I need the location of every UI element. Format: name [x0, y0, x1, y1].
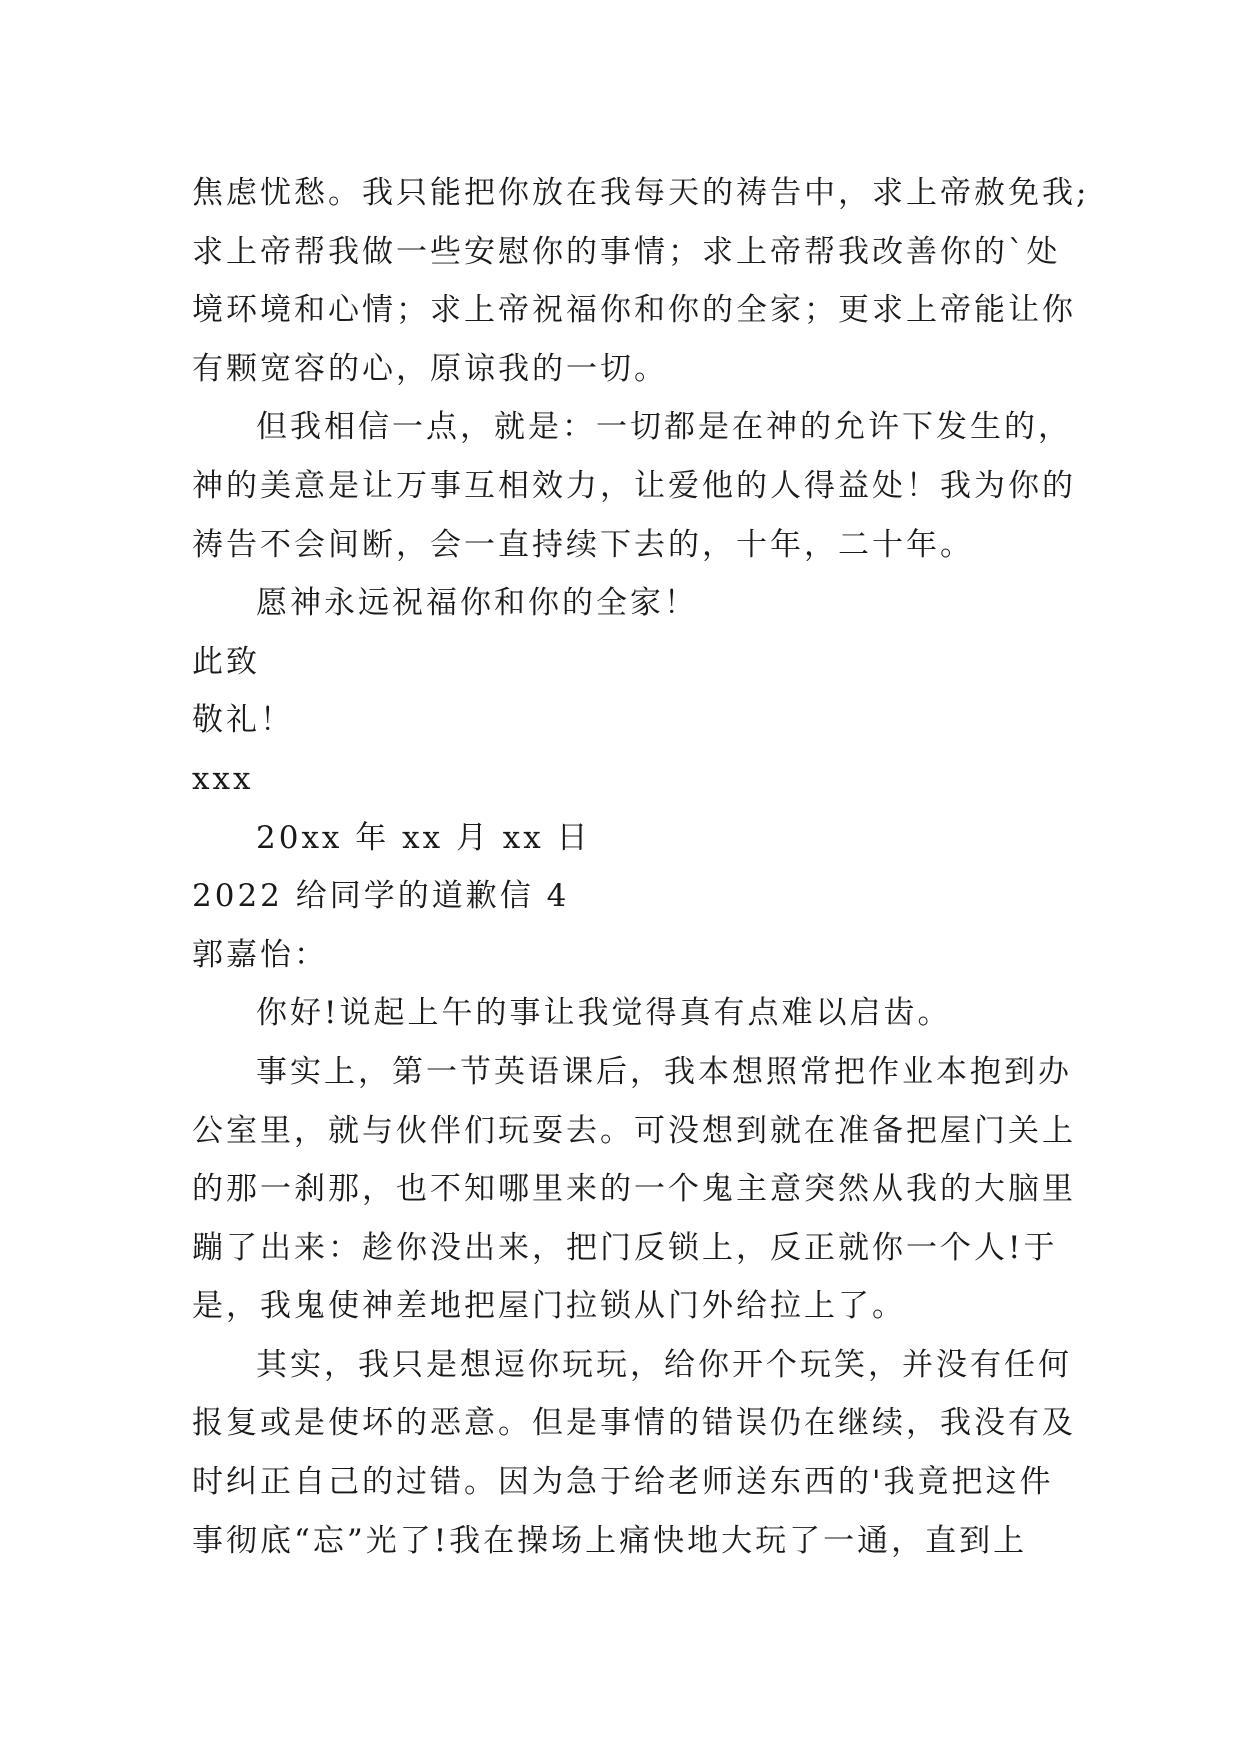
text-line: 报复或是使坏的恶意。但是事情的错误仍在继续，我没有及 — [192, 1405, 1076, 1442]
text-line: 但我相信一点，就是：一切都是在神的允许下发生的， — [256, 409, 1072, 446]
text-line: 其实，我只是想逗你玩玩，给你开个玩笑，并没有任何 — [256, 1346, 1072, 1383]
text-line: 公室里，就与伙伴们玩耍去。可没想到就在准备把屋门关上 — [192, 1112, 1076, 1149]
text-line: 焦虑忧愁。我只能把你放在我每天的祷告中，求上帝赦免我; — [192, 175, 1090, 211]
text-line: 有颗宽容的心，原谅我的一切。 — [192, 350, 668, 387]
text-line: 事彻底“忘”光了!我在操场上痛快地大玩了一通，直到上 — [192, 1522, 1028, 1559]
text-line: 的那一刹那，也不知哪里来的一个鬼主意突然从我的大脑里 — [192, 1171, 1076, 1208]
text-line: 求上帝帮我做一些安慰你的事情；求上帝帮我改善你的`处 — [192, 233, 1061, 270]
text-line: 你好!说起上午的事让我觉得真有点难以启齿。 — [256, 995, 952, 1032]
text-line: 愿神永远祝福你和你的全家！ — [256, 585, 698, 622]
text-line: 时纠正自己的过错。因为急于给老师送东西的'我竟把这件 — [192, 1464, 1054, 1501]
text-line: 是，我鬼使神差地把屋门拉锁从门外给拉上了。 — [192, 1288, 906, 1325]
text-line: 敬礼！ — [192, 702, 294, 739]
text-line: 蹦了出来：趁你没出来，把门反锁上，反正就你一个人!于 — [192, 1229, 1058, 1266]
letter-body — [192, 164, 1090, 1570]
text-line: 2022 给同学的道歉信 4 — [192, 878, 570, 915]
text-line: 神的美意是让万事互相效力，让爱他的人得益处！我为你的 — [192, 467, 1076, 504]
text-line: 郭嘉怡： — [192, 936, 328, 973]
text-line: xxx — [192, 760, 254, 797]
text-line: 20xx 年 xx 月 xx 日 — [256, 819, 591, 856]
text-line: 祷告不会间断，会一直持续下去的，十年，二十年。 — [192, 526, 974, 563]
text-line: 境环境和心情；求上帝祝福你和你的全家；更求上帝能让你 — [192, 292, 1076, 329]
text-line: 此致 — [192, 643, 260, 680]
text-line: 事实上，第一节英语课后，我本想照常把作业本抱到办 — [256, 1053, 1072, 1090]
